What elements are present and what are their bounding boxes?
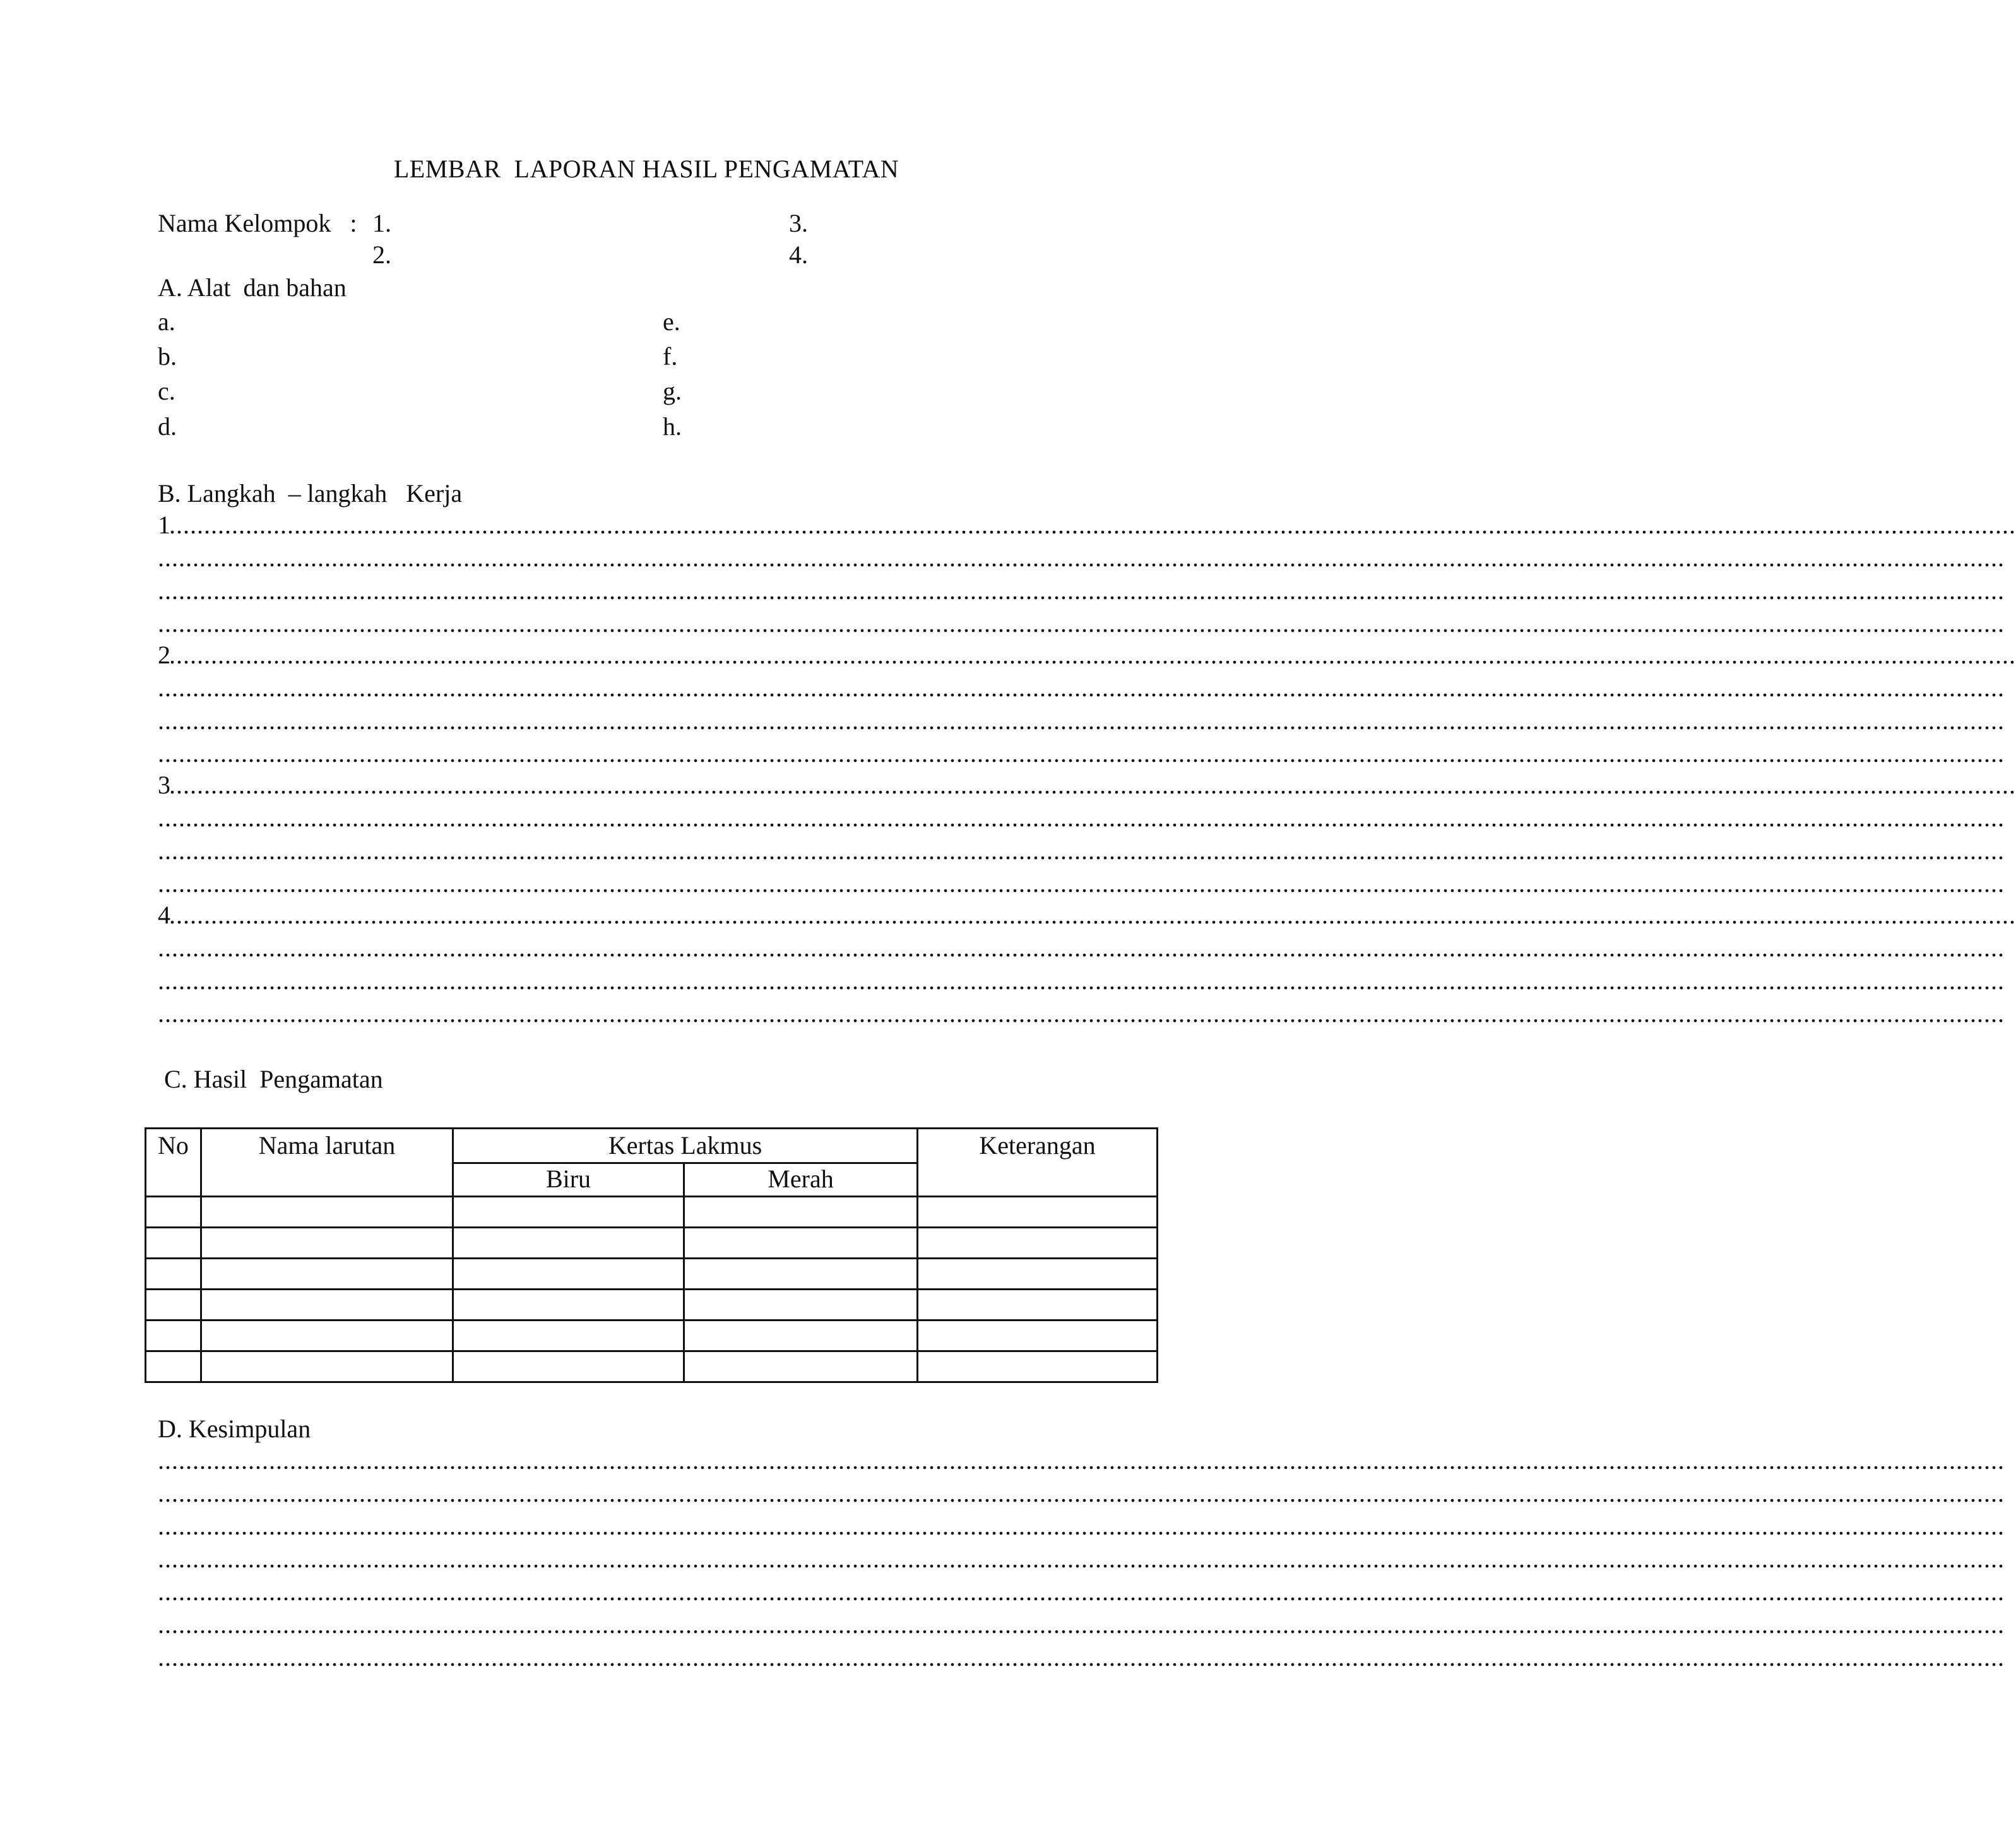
tool-item: g. — [663, 377, 682, 405]
dotted-line: .......................................................................................................................................................................................................................................................................... — [158, 576, 2005, 605]
dotted-line: .......................................................................................................................................................................................................................................................................... — [158, 999, 2005, 1028]
section-d-heading: D. Kesimpulan — [158, 1415, 311, 1443]
table-cell[interactable] — [918, 1259, 1158, 1290]
table-cell[interactable] — [201, 1290, 453, 1321]
tool-item: f. — [663, 342, 678, 371]
dotted-line: .......................................................................................................................................................................................................................................................................... — [158, 1610, 2005, 1639]
table-cell[interactable] — [453, 1321, 684, 1351]
table-cell[interactable] — [684, 1197, 918, 1228]
tool-item: d. — [158, 412, 177, 441]
member-4: 4. — [789, 240, 808, 269]
table-cell[interactable] — [146, 1228, 201, 1259]
tool-item: c. — [158, 377, 175, 405]
table-row — [146, 1290, 1158, 1321]
member-3: 3. — [789, 209, 808, 237]
dotted-line: .......................................................................................................................................................................................................................................................................... — [158, 1512, 2005, 1540]
dotted-line: .......................................................................................................................................................................................................................................................................... — [158, 836, 2005, 865]
dotted-line: .......................................................................................................................................................................................................................................................................... — [158, 674, 2005, 702]
section-c-heading: C. Hasil Pengamatan — [164, 1065, 383, 1093]
dotted-line: .......................................................................................................................................................................................................................................................................... — [158, 543, 2005, 572]
header-litmus-paper: Kertas Lakmus — [453, 1129, 918, 1163]
dotted-line: .......................................................................................................................................................................................................................................................................... — [169, 641, 2016, 669]
tool-item: h. — [663, 412, 682, 441]
step-number: 2 — [158, 641, 170, 669]
table-cell[interactable] — [453, 1351, 684, 1382]
dotted-line: .......................................................................................................................................................................................................................................................................... — [158, 934, 2005, 962]
dotted-line: .......................................................................................................................................................................................................................................................................... — [158, 1479, 2005, 1507]
table-cell[interactable] — [201, 1228, 453, 1259]
table-cell[interactable] — [453, 1259, 684, 1290]
table-cell[interactable] — [201, 1351, 453, 1382]
header-solution-name: Nama larutan — [201, 1129, 453, 1197]
dotted-line: .......................................................................................................................................................................................................................................................................... — [158, 966, 2005, 995]
table-cell[interactable] — [684, 1290, 918, 1321]
dotted-line: .......................................................................................................................................................................................................................................................................... — [158, 739, 2005, 768]
table-cell[interactable] — [684, 1228, 918, 1259]
table-cell[interactable] — [146, 1259, 201, 1290]
section-b-heading: B. Langkah – langkah Kerja — [158, 479, 463, 507]
table-row — [146, 1197, 1158, 1228]
table-cell[interactable] — [684, 1259, 918, 1290]
dotted-line: .......................................................................................................................................................................................................................................................................... — [158, 1446, 2005, 1475]
table-row — [146, 1259, 1158, 1290]
member-1: 1. — [372, 209, 391, 237]
table-cell[interactable] — [684, 1321, 918, 1351]
table-cell[interactable] — [201, 1321, 453, 1351]
table-row — [146, 1351, 1158, 1382]
dotted-line: .......................................................................................................................................................................................................................................................................... — [169, 771, 2016, 799]
header-blue: Biru — [453, 1163, 684, 1197]
tool-item: b. — [158, 342, 177, 371]
tool-item: e. — [663, 307, 680, 336]
dotted-line: .......................................................................................................................................................................................................................................................................... — [158, 869, 2005, 898]
dotted-line: .......................................................................................................................................................................................................................................................................... — [158, 1545, 2005, 1573]
member-2: 2. — [372, 240, 391, 269]
section-a-heading: A. Alat dan bahan — [158, 273, 347, 302]
observation-table — [145, 1127, 1158, 1383]
table-cell[interactable] — [146, 1321, 201, 1351]
table-cell[interactable] — [453, 1228, 684, 1259]
header-no: No — [146, 1129, 201, 1197]
table-cell[interactable] — [146, 1351, 201, 1382]
step-number: 1 — [158, 511, 170, 539]
table-row — [146, 1228, 1158, 1259]
step-number: 4 — [158, 901, 170, 929]
tool-item: a. — [158, 307, 175, 336]
table-cell[interactable] — [453, 1290, 684, 1321]
header-red: Merah — [684, 1163, 918, 1197]
dotted-line: .......................................................................................................................................................................................................................................................................... — [158, 1577, 2005, 1606]
group-label: Nama Kelompok : — [158, 209, 357, 237]
step-number: 3 — [158, 771, 170, 799]
table-cell[interactable] — [146, 1197, 201, 1228]
dotted-line: .......................................................................................................................................................................................................................................................................... — [158, 1643, 2005, 1671]
table-cell[interactable] — [201, 1197, 453, 1228]
header-notes: Keterangan — [918, 1129, 1158, 1197]
dotted-line: .......................................................................................................................................................................................................................................................................... — [158, 804, 2005, 832]
table-cell[interactable] — [684, 1351, 918, 1382]
table-cell[interactable] — [453, 1197, 684, 1228]
table-cell[interactable] — [918, 1290, 1158, 1321]
dotted-line: .......................................................................................................................................................................................................................................................................... — [158, 609, 2005, 638]
table-row — [146, 1321, 1158, 1351]
table-cell[interactable] — [918, 1351, 1158, 1382]
table-cell[interactable] — [918, 1228, 1158, 1259]
dotted-line: .......................................................................................................................................................................................................................................................................... — [169, 901, 2016, 929]
page-title: LEMBAR LAPORAN HASIL PENGAMATAN — [393, 155, 899, 183]
table-cell[interactable] — [201, 1259, 453, 1290]
table-cell[interactable] — [918, 1321, 1158, 1351]
dotted-line: .......................................................................................................................................................................................................................................................................... — [169, 511, 2016, 539]
table-cell[interactable] — [146, 1290, 201, 1321]
table-cell[interactable] — [918, 1197, 1158, 1228]
dotted-line: .......................................................................................................................................................................................................................................................................... — [158, 706, 2005, 735]
